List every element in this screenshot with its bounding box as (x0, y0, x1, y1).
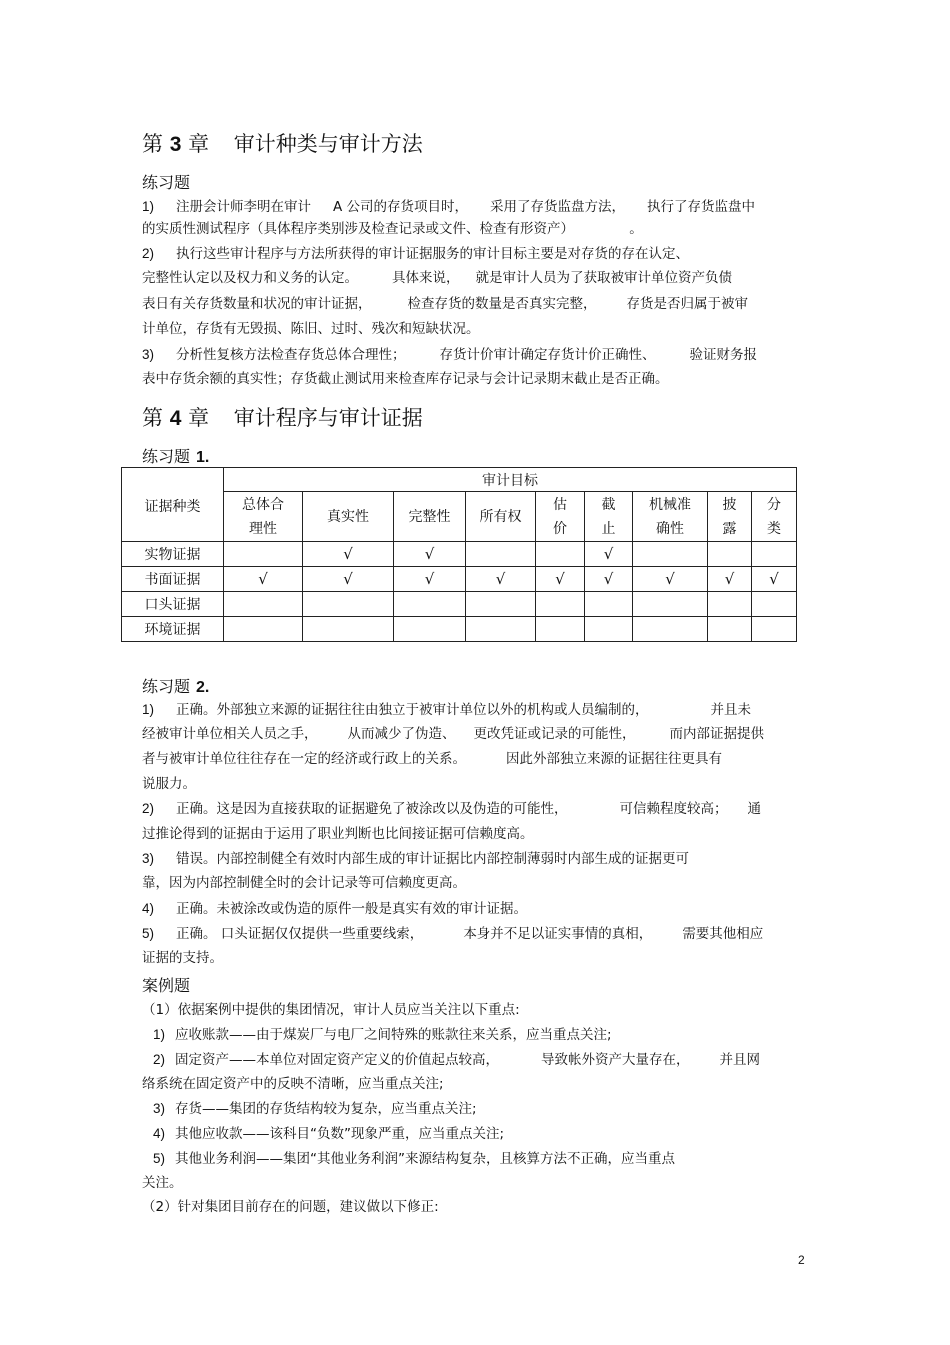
table-row (122, 617, 797, 642)
paragraph-line: 表日有关存货数量和状况的审计证据， 检查存货的数量是否真实完整， 存货是否归属于被审 (142, 296, 748, 312)
table-cell (585, 592, 633, 617)
table-column-header (585, 492, 633, 542)
table-cell (708, 617, 752, 642)
table-cell (536, 592, 585, 617)
table-cell: √ (585, 542, 633, 567)
paragraph-line: 5) 正确。 口头证据仅仅提供一些重要线索， 本身并不足以证实事情的真相， 需要其他相应 (142, 926, 764, 942)
table-cell: √ (394, 542, 466, 567)
paragraph-line: 2) 执行这些审计程序与方法所获得的审计证据服务的审计目标主要是对存货的存在认定、 (142, 246, 690, 262)
table-column-header (224, 492, 303, 542)
paragraph-line: 完整性认定以及权力和义务的认定。 具体来说， 就是审计人员为了获取被审计单位资产负债 (142, 270, 732, 286)
paragraph-line: 4) 其他应收款——该科目“负数”现象严重，应当重点关注; (153, 1126, 505, 1142)
table-column-header (752, 492, 797, 542)
paragraph-line: 的实质性测试程序（具体程序类别涉及检查记录或文件、检查有形资产） 。 (142, 221, 643, 237)
table-cell (708, 592, 752, 617)
evidence-objectives-table (121, 467, 797, 642)
paragraph-line: 5) 其他业务利润——集团“其他业务利润”来源结构复杂，且核算方法不正确，应当重点 (153, 1151, 676, 1167)
table-cell (585, 617, 633, 642)
table-cell (224, 542, 303, 567)
column-header-text: 露 (722, 520, 737, 537)
table-cell: √ (303, 567, 394, 592)
column-header-text: 类 (767, 520, 781, 537)
table-cell (303, 617, 394, 642)
table-cell (466, 617, 536, 642)
table-cell (303, 592, 394, 617)
paragraph-line: 者与被审计单位往往存在一定的经济或行政上的关系。 因此外部独立来源的证据往往更具有 (142, 751, 722, 767)
paragraph-line: 经被审计单位相关人员之手， 从而减少了伪造、 更改凭证或记录的可能性， 而内部证据提供 (142, 726, 764, 742)
case-study-heading: 案例题 (142, 976, 191, 995)
table-cell (633, 592, 708, 617)
column-header-text: 分 (767, 496, 781, 513)
table-cell (633, 617, 708, 642)
column-header-text: 总体合 (242, 496, 284, 513)
table-row (122, 567, 797, 592)
table-cell (633, 542, 708, 567)
paragraph-line: 络系统在固定资产中的反映不清晰，应当重点关注; (142, 1076, 444, 1092)
column-header-text: 所有权 (479, 508, 522, 525)
paragraph-line: （1）依据案例中提供的集团情况，审计人员应当关注以下重点: (142, 1002, 520, 1018)
table-row (122, 542, 797, 567)
table-column-header (394, 492, 466, 542)
column-header-text: 理性 (249, 520, 277, 537)
chapter-4-title: 第 4 章 审计程序与审计证据 (142, 406, 423, 430)
table-column-header (466, 492, 536, 542)
column-header-text: 估 (553, 496, 567, 513)
paragraph-line: 3) 分析性复核方法检查存货总体合理性； 存货计价审计确定存货计价正确性、 验证财务报 (142, 347, 758, 363)
table-cell (708, 542, 752, 567)
paragraph-line: 1) 注册会计师李明在审计 A 公司的存货项目时， 采用了存货监盘方法， 执行了存货监盘中 (142, 199, 756, 215)
paragraph-line: 1) 应收账款——由于煤炭厂与电厂之间特殊的账款往来关系，应当重点关注; (153, 1027, 612, 1043)
column-header-text: 披 (722, 496, 737, 513)
table-cell (752, 617, 797, 642)
chapter-3-title: 第 3 章 审计种类与审计方法 (142, 132, 423, 156)
table-cell: √ (708, 567, 752, 592)
paragraph-line: 关注。 (142, 1175, 183, 1191)
table-group-header: 审计目标 (224, 468, 797, 492)
column-header-text: 止 (601, 520, 616, 537)
exercise-1-heading: 练习题 1. (142, 447, 210, 466)
table-cell: √ (536, 567, 585, 592)
paragraph-line: 计单位，存货有无毁损、陈旧、过时、残次和短缺状况。 (142, 321, 480, 337)
table-corner-header: 证据种类 (122, 468, 224, 542)
chapter-3-exercise-heading: 练习题 (142, 173, 191, 192)
paragraph-line: 证据的支持。 (142, 950, 223, 966)
column-header-text: 机械准 (649, 496, 691, 513)
table-row (122, 592, 797, 617)
column-header-text: 确性 (656, 520, 684, 537)
table-cell (466, 542, 536, 567)
paragraph-line: 说服力。 (142, 776, 196, 792)
row-label: 环境证据 (122, 617, 224, 642)
table-column-header (633, 492, 708, 542)
paragraph-line: 3) 错误。内部控制健全有效时内部生成的审计证据比内部控制薄弱时内部生成的证据更可 (142, 851, 690, 867)
page-number: 2 (798, 1253, 805, 1267)
paragraph-line: 3) 存货——集团的存货结构较为复杂，应当重点关注; (153, 1101, 477, 1117)
table-cell (466, 592, 536, 617)
table-cell (224, 617, 303, 642)
paragraph-line: 2) 固定资产——本单位对固定资产定义的价值起点较高， 导致帐外资产大量存在， 并且网 (153, 1052, 761, 1068)
paragraph-line: 表中存货余额的真实性；存货截止测试用来检查库存记录与会计记录期末截止是否正确。 (142, 371, 669, 387)
row-label: 口头证据 (122, 592, 224, 617)
table-cell: √ (752, 567, 797, 592)
table-column-header (536, 492, 585, 542)
paragraph-line: 4) 正确。未被涂改或伪造的原件一般是真实有效的审计证据。 (142, 901, 528, 917)
row-label: 书面证据 (122, 567, 224, 592)
paragraph-line: 2) 正确。这是因为直接获取的证据避免了被涂改以及伪造的可能性， 可信赖程度较高； 通 (142, 801, 762, 817)
paragraph-line: 1) 正确。外部独立来源的证据往往由独立于被审计单位以外的机构或人员编制的， 并且未 (142, 702, 752, 718)
table-cell (394, 592, 466, 617)
table-column-header (303, 492, 394, 542)
table-column-header (708, 492, 752, 542)
paragraph-line: 靠，因为内部控制健全时的会计记录等可信赖度更高。 (142, 875, 466, 891)
exercise-2-heading: 练习题 2. (142, 677, 210, 696)
table-cell (224, 592, 303, 617)
table-cell: √ (224, 567, 303, 592)
paragraph-line: 过推论得到的证据由于运用了职业判断也比间接证据可信赖度高。 (142, 826, 534, 842)
paragraph-line: （2）针对集团目前存在的问题，建议做以下修正: (142, 1199, 439, 1215)
column-header-text: 截 (601, 496, 616, 513)
table-cell (536, 542, 585, 567)
table-cell (394, 617, 466, 642)
table-cell: √ (466, 567, 536, 592)
table-cell: √ (303, 542, 394, 567)
table-cell (752, 592, 797, 617)
table-cell: √ (633, 567, 708, 592)
column-header-text: 真实性 (327, 508, 369, 525)
row-label: 实物证据 (122, 542, 224, 567)
column-header-text: 完整性 (408, 508, 451, 525)
table-cell: √ (585, 567, 633, 592)
table-cell (536, 617, 585, 642)
table-cell: √ (394, 567, 466, 592)
column-header-text: 价 (553, 520, 567, 537)
table-cell (752, 542, 797, 567)
